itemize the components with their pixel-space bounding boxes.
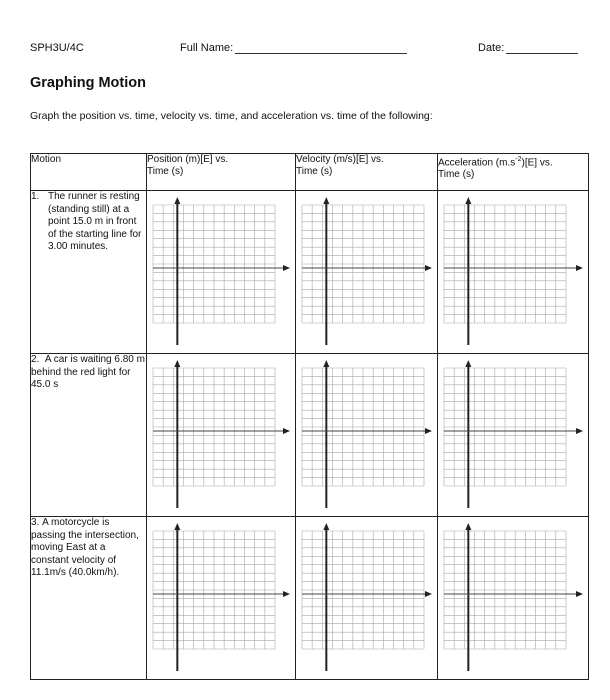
- date-field[interactable]: [478, 42, 578, 54]
- y-axis-arrow: [323, 360, 329, 367]
- graph-grid: [296, 191, 437, 353]
- grid-lines: [302, 205, 424, 323]
- acceleration-header-suffix: )[E] vs.: [521, 157, 553, 169]
- acceleration-header-label: Acceleration (m.s: [438, 157, 516, 169]
- y-axis-arrow: [174, 197, 180, 204]
- table-row: [31, 517, 589, 680]
- motion-header: [31, 154, 147, 191]
- x-axis-arrow: [576, 265, 583, 271]
- graph-grid: [438, 354, 588, 516]
- motion-number: 3.: [31, 517, 40, 528]
- x-axis-arrow: [576, 591, 583, 597]
- velocity-graph-cell[interactable]: [296, 191, 438, 354]
- acceleration-header: [438, 154, 589, 191]
- acceleration-exponent: -2: [515, 156, 522, 163]
- velocity-graph-cell[interactable]: [296, 517, 438, 680]
- course-code: SPH3U/4C: [30, 42, 84, 54]
- motion-number: 2.: [31, 354, 40, 365]
- graph-grid: [296, 517, 437, 679]
- date-label: Date:: [478, 42, 505, 54]
- position-header: [147, 154, 296, 191]
- motion-description: The runner is resting (standing still) at a point 15.0 m in front of the starting line for 3.00 minutes.: [48, 191, 142, 252]
- motion-table: [30, 153, 589, 680]
- x-axis-arrow: [283, 265, 290, 271]
- position-header-label: Position (m)[E] vs.: [147, 154, 229, 165]
- y-axis-arrow: [465, 523, 471, 530]
- grid-lines: [153, 531, 275, 649]
- velocity-graph-cell[interactable]: [296, 354, 438, 517]
- graph-grid: [147, 191, 295, 353]
- acceleration-graph-cell[interactable]: [438, 517, 589, 680]
- acceleration-header-time: Time (s): [438, 169, 475, 181]
- motion-description: A car is waiting 6.80 m behind the red light for 45.0 s: [31, 354, 145, 390]
- motion-cell: [31, 517, 147, 680]
- velocity-header: [296, 154, 438, 191]
- velocity-header-time: Time (s): [296, 166, 333, 177]
- motion-cell: [31, 191, 147, 354]
- full-name-field[interactable]: [180, 42, 407, 54]
- grid-lines: [153, 368, 275, 486]
- velocity-header-label: Velocity (m/s)[E] vs.: [296, 154, 384, 165]
- page-title: Graphing Motion: [30, 75, 146, 91]
- motion-header-label: Motion: [31, 154, 62, 165]
- grid-lines: [153, 205, 275, 323]
- y-axis-arrow: [323, 197, 329, 204]
- graph-grid: [438, 191, 588, 353]
- x-axis-arrow: [425, 591, 432, 597]
- x-axis-arrow: [425, 428, 432, 434]
- header-row: [31, 154, 589, 191]
- x-axis-arrow: [425, 265, 432, 271]
- position-graph-cell[interactable]: [147, 191, 296, 354]
- y-axis-arrow: [174, 523, 180, 530]
- graph-grid: [147, 517, 295, 679]
- full-name-blank[interactable]: [235, 43, 407, 54]
- grid-lines: [444, 531, 566, 649]
- grid-lines: [302, 531, 424, 649]
- grid-lines: [302, 368, 424, 486]
- position-graph-cell[interactable]: [147, 517, 296, 680]
- motion-number: 1.: [31, 191, 40, 202]
- y-axis-arrow: [465, 360, 471, 367]
- y-axis-arrow: [174, 360, 180, 367]
- y-axis-arrow: [465, 197, 471, 204]
- table-row: [31, 354, 589, 517]
- acceleration-graph-cell[interactable]: [438, 191, 589, 354]
- table-row: [31, 191, 589, 354]
- y-axis-arrow: [323, 523, 329, 530]
- acceleration-graph-cell[interactable]: [438, 354, 589, 517]
- full-name-label: Full Name:: [180, 42, 234, 54]
- graph-grid: [147, 354, 295, 516]
- grid-lines: [444, 205, 566, 323]
- x-axis-arrow: [283, 591, 290, 597]
- x-axis-arrow: [576, 428, 583, 434]
- grid-lines: [444, 368, 566, 486]
- motion-cell: [31, 354, 147, 517]
- graph-grid: [438, 517, 588, 679]
- motion-description: A motorcycle is passing the intersection, moving East at a constant velocity of 11.1m/s (40.0km/h).: [31, 517, 139, 578]
- position-header-time: Time (s): [147, 166, 184, 177]
- instructions: Graph the position vs. time, velocity vs. time, and acceleration vs. time of the following:: [30, 110, 433, 122]
- graph-grid: [296, 354, 437, 516]
- date-blank[interactable]: [506, 43, 578, 54]
- x-axis-arrow: [283, 428, 290, 434]
- position-graph-cell[interactable]: [147, 354, 296, 517]
